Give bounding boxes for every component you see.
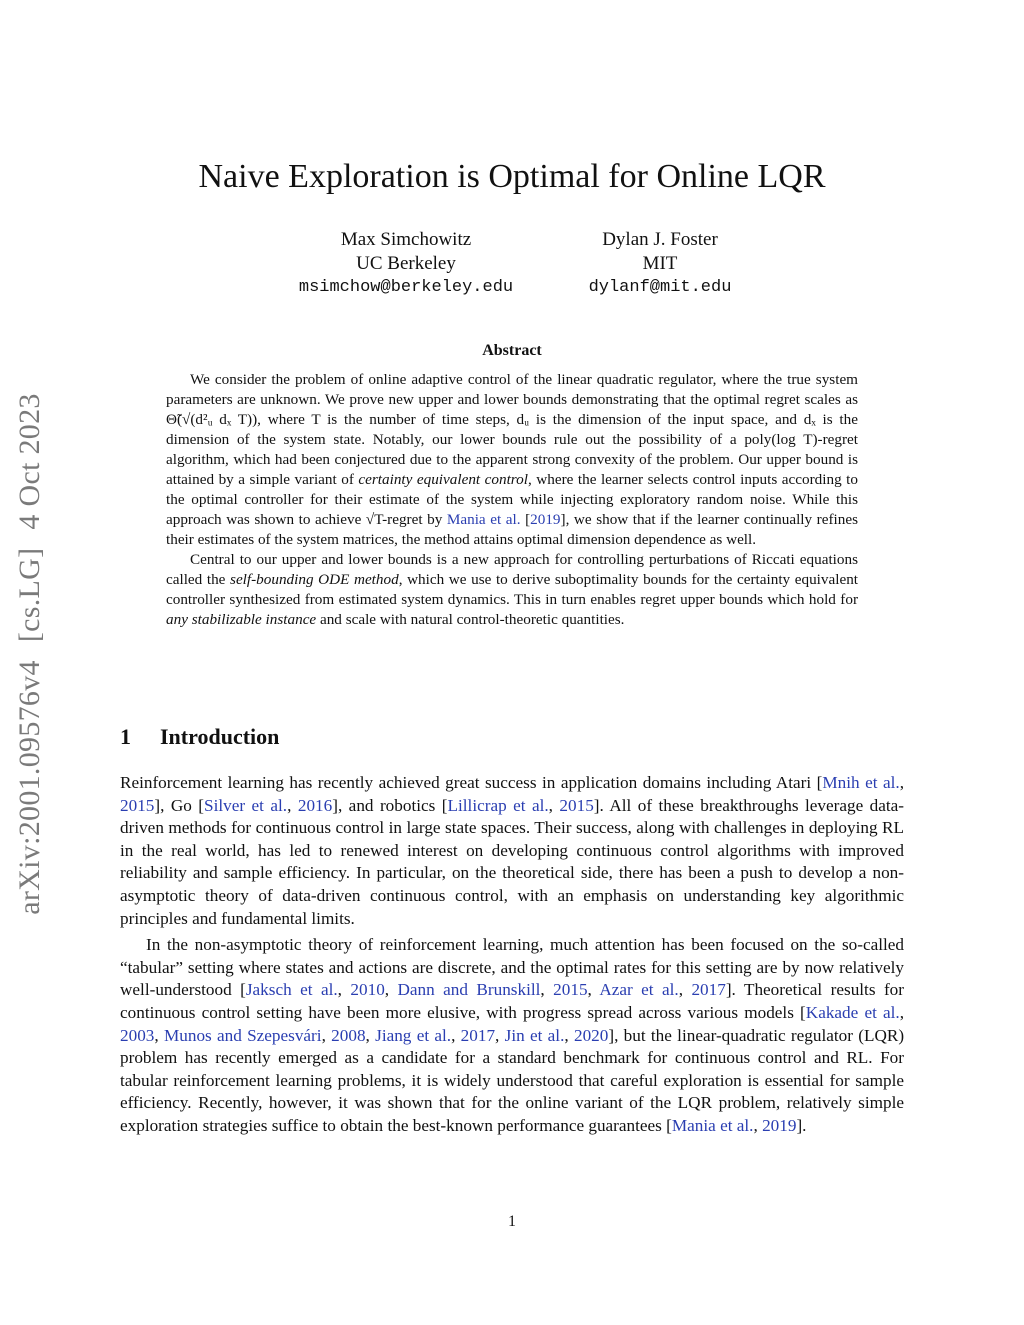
text-run: Central to our upper and lower bounds is a new approach for controlling perturbations of Riccati equations called the — [166, 551, 858, 588]
citation-link[interactable]: Dann and Brunskill — [397, 980, 541, 1000]
text-run: , — [321, 1025, 332, 1045]
author-email[interactable]: dylanf@mit.edu — [588, 278, 732, 297]
citation-link[interactable]: Silver et al. — [204, 795, 288, 815]
citation-link[interactable]: Mania et al. — [671, 1115, 754, 1135]
citation-link[interactable]: 2017 — [460, 1025, 496, 1045]
citation-link[interactable]: Mania et al. — [446, 511, 521, 528]
abstract-heading: Abstract — [482, 342, 542, 359]
citation-link[interactable]: Jiang et al. — [375, 1025, 452, 1045]
text-run: , — [678, 980, 692, 1000]
emphasis: any stabilizable instance — [166, 611, 317, 628]
citation-link[interactable]: 2019 — [530, 511, 561, 528]
citation-link[interactable]: 2015 — [559, 795, 594, 815]
arxiv-date: 4 Oct 2023 — [13, 393, 46, 530]
citation-link[interactable]: 2010 — [350, 980, 385, 1000]
text-run: ], we show that if the learner continually refines their estimates of the system matrices, the method attains optimal dimension dependence as well. — [166, 511, 858, 548]
arxiv-stamp — [13, 375, 47, 914]
citation-link[interactable]: Azar et al. — [599, 980, 679, 1000]
section-number: 1 — [120, 724, 131, 749]
text-run: ]. Theoretical results for continuous control setting have been more elusive, with progress spread across various models [ — [120, 980, 904, 1022]
text-run: ], but the linear-quadratic regulator (LQR) problem has recently emerged as a candidate for a standard benchmark for continuous control and RL. For tabular reinforcement learning problems, it is widely understood that careful exploration is essential for sample efficiency. Recently, however, it was shown that for the online variant of the LQR problem, relatively simple exploration strategies suffice to obtain the best-known performance guarantees [ — [120, 1025, 905, 1135]
text-run: In the non-asymptotic theory of reinforcement learning, much attention has been focused on the so-called “tabular” setting where states and actions are discrete, and the optimal rates for this setting are by now relatively well-understood [ — [120, 935, 904, 1000]
citation-link[interactable]: Mnih et al. — [822, 773, 900, 792]
citation-link[interactable]: 2020 — [573, 1025, 609, 1045]
citation-link[interactable]: Lillicrap et al. — [447, 795, 549, 815]
citation-link[interactable]: Jin et al. — [504, 1025, 565, 1045]
section-title: Introduction — [160, 724, 280, 749]
text-run: , — [451, 1025, 461, 1045]
text-run: , — [495, 1025, 505, 1045]
author-affiliation: UC Berkeley — [356, 253, 456, 274]
page-number: 1 — [508, 1213, 516, 1230]
text-run: , — [899, 1002, 905, 1022]
citation-link[interactable]: Munos and Szepesvári — [163, 1025, 322, 1045]
citation-link[interactable]: 2016 — [297, 795, 333, 815]
section-heading — [120, 724, 279, 750]
text-run: and scale with natural control-theoretic quantities. — [316, 611, 625, 628]
text-run: ], and robotics [ — [332, 795, 448, 815]
intro-body — [120, 772, 904, 1138]
intro-paragraph-1 — [120, 772, 904, 930]
author-name: Max Simchowitz — [340, 229, 472, 250]
text-run: We consider the problem of online adaptive control of the linear quadratic regulator, where the true system parameters are unknown. We prove new upper and lower bounds demonstrating that the optimal regret scales as Θ̃(√(d²ᵤ dₓ T)), where T is the number of time steps, dᵤ is the dimension of the input space, and dₓ is the dimension of the system state. Notably, our lower bounds rule out the possibility of a poly(log T)-regret algorithm, which had been conjectured due to the apparent strong convexity of the problem. Our upper bound is attained by a simple variant of — [166, 371, 858, 488]
citation-link[interactable]: 2008 — [331, 1025, 366, 1045]
text-run: , — [540, 980, 554, 1000]
text-run: , — [564, 1025, 574, 1045]
text-run: , — [384, 980, 398, 1000]
text-run: , — [587, 980, 600, 1000]
text-run: , where the learner selects control inputs according to the optimal controller for their estimate of the system while injecting exploratory random noise. While this approach was shown to achieve √T-regret by — [166, 471, 858, 528]
text-run: , — [548, 795, 560, 815]
text-run: , — [899, 773, 904, 792]
text-run: , — [753, 1115, 763, 1135]
author-block-2 — [560, 228, 760, 300]
author-affiliation: MIT — [642, 253, 678, 274]
citation-link[interactable]: Kakade et al. — [805, 1002, 900, 1022]
abstract-paragraph-1 — [166, 370, 858, 550]
text-run: ]. All of these breakthroughs leverage data-driven methods for continuous control in large state spaces. Their success, along with challenges in deploying RL in the real world, has led to renewed interest on developing continuous control algorithms with improved reliability and sample efficiency. In particular, on the theoretical side, there has been a push to develop a non-asymptotic theory of data-driven continuous control, with an emphasis on understanding key algorithmic principles and fundamental limits. — [120, 795, 905, 928]
text-run: [ — [520, 511, 531, 528]
citation-link[interactable]: 2017 — [691, 980, 726, 1000]
author-email[interactable]: msimchow@berkeley.edu — [298, 278, 514, 297]
text-run: Reinforcement learning has recently achieved great success in application domains including Atari [ — [120, 773, 823, 792]
citation-link[interactable]: 2019 — [762, 1115, 797, 1135]
text-run: , — [154, 1025, 164, 1045]
citation-link[interactable]: 2015 — [120, 795, 155, 815]
arxiv-id[interactable]: arXiv:2001.09576v4 — [13, 660, 46, 915]
citation-link[interactable]: Jaksch et al. — [245, 980, 338, 1000]
abstract-paragraph-2 — [166, 550, 858, 630]
citation-link[interactable]: 2015 — [553, 980, 588, 1000]
citation-link[interactable]: 2003 — [120, 1025, 155, 1045]
arxiv-category: [cs.LG] — [13, 547, 46, 643]
abstract-body — [166, 370, 858, 630]
text-run: , — [287, 795, 298, 815]
intro-paragraph-2 — [120, 934, 904, 1137]
emphasis: certainty equivalent control — [358, 471, 528, 488]
paper-title: Naive Exploration is Optimal for Online LQR — [198, 158, 826, 195]
author-block-1 — [286, 228, 526, 300]
text-run: ]. — [796, 1115, 807, 1135]
text-run: , — [337, 980, 351, 1000]
text-run: , — [365, 1025, 376, 1045]
text-run: ], Go [ — [154, 795, 205, 815]
text-run: , which we use to derive suboptimality bounds for the certainty equivalent controller synthesized from estimated system dynamics. This in turn enables regret upper bounds which hold for — [166, 571, 859, 608]
author-name: Dylan J. Foster — [602, 229, 718, 250]
emphasis: self-bounding ODE method — [230, 571, 399, 588]
